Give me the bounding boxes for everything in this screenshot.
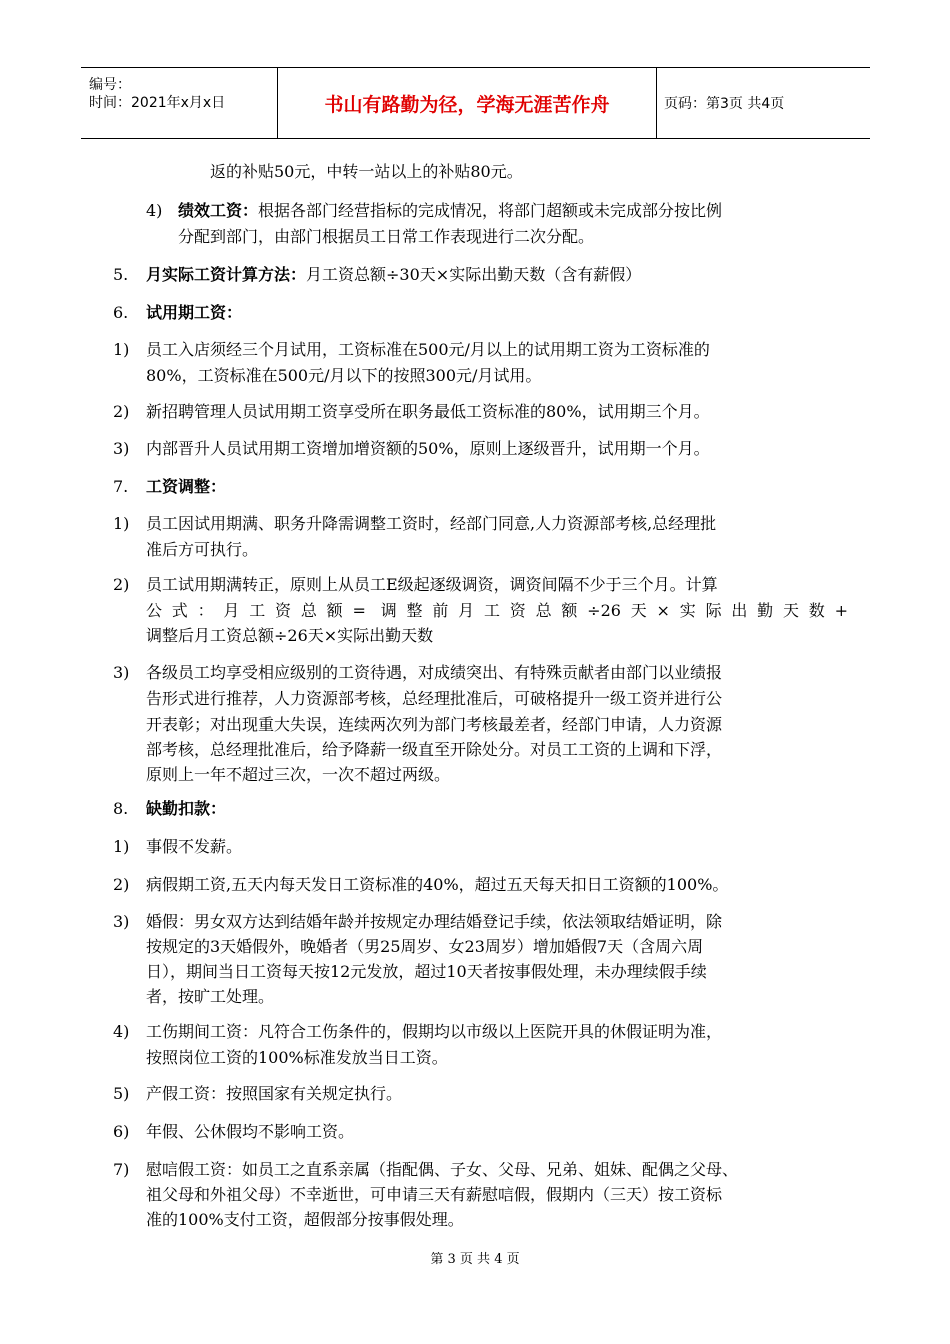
s8-item3-line2: 按规定的3天婚假外，晚婚者（男25周岁、女23周岁）增加婚假7天（含周六周 xyxy=(146,937,704,956)
s7-item3-number: 3) xyxy=(113,663,130,682)
s6-item3-number: 3) xyxy=(113,439,130,458)
s8-item2-line1: 病假期工资,五天内每天发日工资标准的40%，超过五天每天扣日工资额的100%。 xyxy=(146,875,729,894)
s8-item4-line1: 工伤期间工资：凡符合工伤条件的，假期均以市级以上医院开具的休假证明为准， xyxy=(146,1022,723,1041)
s8-item3-line4: 者，按旷工处理。 xyxy=(146,987,275,1006)
item4-number: 4) xyxy=(146,201,163,220)
s7-item2-line2: 公式：月工资总额= 调整前月工资总额÷26天×实际出勤天数+ xyxy=(146,601,848,620)
s7-item3-line3: 开表彰；对出现重大失误，连续两次列为部门考核最差者，经部门申请，人力资源 xyxy=(146,715,723,734)
section5-text: 月工资总额÷30天×实际出勤天数（含有薪假） xyxy=(306,265,642,284)
item4-line1 xyxy=(178,198,722,224)
s7-item2-line1: 员工试用期满转正，原则上从员工E级起逐级调资，调资间隔不少于三个月。计算 xyxy=(146,575,718,594)
section5-number: 5. xyxy=(113,265,129,284)
s8-item5-line1: 产假工资：按照国家有关规定执行。 xyxy=(146,1084,403,1103)
date-label: 时间：2021年x月x日 xyxy=(89,95,226,111)
s8-item4-line2: 按照岗位工资的100%标准发放当日工资。 xyxy=(146,1048,448,1067)
item4-title: 绩效工资： xyxy=(178,201,259,220)
section6-number: 6. xyxy=(113,303,129,322)
s8-item7-line3: 准的100%支付工资，超假部分按事假处理。 xyxy=(146,1210,464,1229)
s7-item3-line1: 各级员工均享受相应级别的工资待遇，对成绩突出、有特殊贡献者由部门以业绩报 xyxy=(146,663,723,682)
s8-item3-line1: 婚假：男女双方达到结婚年龄并按规定办理结婚登记手续，依法领取结婚证明，除 xyxy=(146,912,723,931)
s6-item2-line1: 新招聘管理人员试用期工资享受所在职务最低工资标准的80%，试用期三个月。 xyxy=(146,402,710,421)
page-footer: 第 3 页 共 4 页 xyxy=(430,1252,520,1267)
s8-item5-number: 5) xyxy=(113,1084,130,1103)
item4-line2: 分配到部门，由部门根据员工日常工作表现进行二次分配。 xyxy=(178,227,595,246)
s7-item1-line1: 员工因试用期满、职务升降需调整工资时，经部门同意,人力资源部考核,总经理批 xyxy=(146,514,717,533)
s6-item2-number: 2) xyxy=(113,402,130,421)
continuation-line: 返的补贴50元，中转一站以上的补贴80元。 xyxy=(210,162,523,181)
s8-item6-number: 6) xyxy=(113,1122,130,1141)
section5-title: 月实际工资计算方法： xyxy=(146,265,307,284)
serial-label: 编号： xyxy=(89,77,131,93)
s7-item3-line4: 部考核，总经理批准后，给予降薪一级直至开除处分。对员工工资的上调和下浮， xyxy=(146,740,723,759)
s8-item1-number: 1) xyxy=(113,837,130,856)
header-page-label: 页码：第3页 共4页 xyxy=(664,96,785,112)
item4-text1: 根据各部门经营指标的完成情况，将部门超额或未完成部分按比例 xyxy=(258,201,723,220)
s7-item2-number: 2) xyxy=(113,575,130,594)
section6-title: 试用期工资： xyxy=(146,303,243,322)
s8-item7-line2: 祖父母和外祖父母）不幸逝世，可申请三天有薪慰唁假，假期内（三天）按工资标 xyxy=(146,1185,723,1204)
section8-title: 缺勤扣款： xyxy=(146,799,227,818)
s7-item2-line3: 调整后月工资总额÷26天×实际出勤天数 xyxy=(146,626,434,645)
s6-item1-line1: 员工入店须经三个月试用，工资标准在500元/月以上的试用期工资为工资标准的 xyxy=(146,340,710,359)
s6-item1-line2: 80%，工资标准在500元/月以下的按照300元/月试用。 xyxy=(146,366,542,385)
s8-item4-number: 4) xyxy=(113,1022,130,1041)
section8-number: 8. xyxy=(113,799,129,818)
s6-item1-number: 1) xyxy=(113,340,130,359)
header-info-cell xyxy=(81,68,277,138)
s6-item3-line1: 内部晋升人员试用期工资增加增资额的50%，原则上逐级晋升，试用期一个月。 xyxy=(146,439,710,458)
s7-item1-line2: 准后方可执行。 xyxy=(146,540,259,559)
s8-item7-line1: 慰唁假工资：如员工之直系亲属（指配偶、子女、父母、兄弟、姐妹、配偶之父母、 xyxy=(146,1160,739,1179)
s7-item3-line5: 原则上一年不超过三次，一次不超过两级。 xyxy=(146,765,451,784)
s8-item2-number: 2) xyxy=(113,875,130,894)
page-header xyxy=(81,67,870,139)
s8-item3-line3: 日），期间当日工资每天按12元发放，超过10天者按事假处理，未办理续假手续 xyxy=(146,962,707,981)
s8-item3-number: 3) xyxy=(113,912,130,931)
s7-item1-number: 1) xyxy=(113,514,130,533)
section7-title: 工资调整： xyxy=(146,477,227,496)
header-motto: 书山有路勤为径，学海无涯苦作舟 xyxy=(277,68,657,138)
s8-item6-line1: 年假、公休假均不影响工资。 xyxy=(146,1122,355,1141)
s8-item1-line1: 事假不发薪。 xyxy=(146,837,243,856)
section5-line xyxy=(146,262,641,288)
s7-item3-line2: 告形式进行推荐，人力资源部考核，总经理批准后，可破格提升一级工资并进行公 xyxy=(146,689,723,708)
s8-item7-number: 7) xyxy=(113,1160,130,1179)
section7-number: 7. xyxy=(113,477,129,496)
